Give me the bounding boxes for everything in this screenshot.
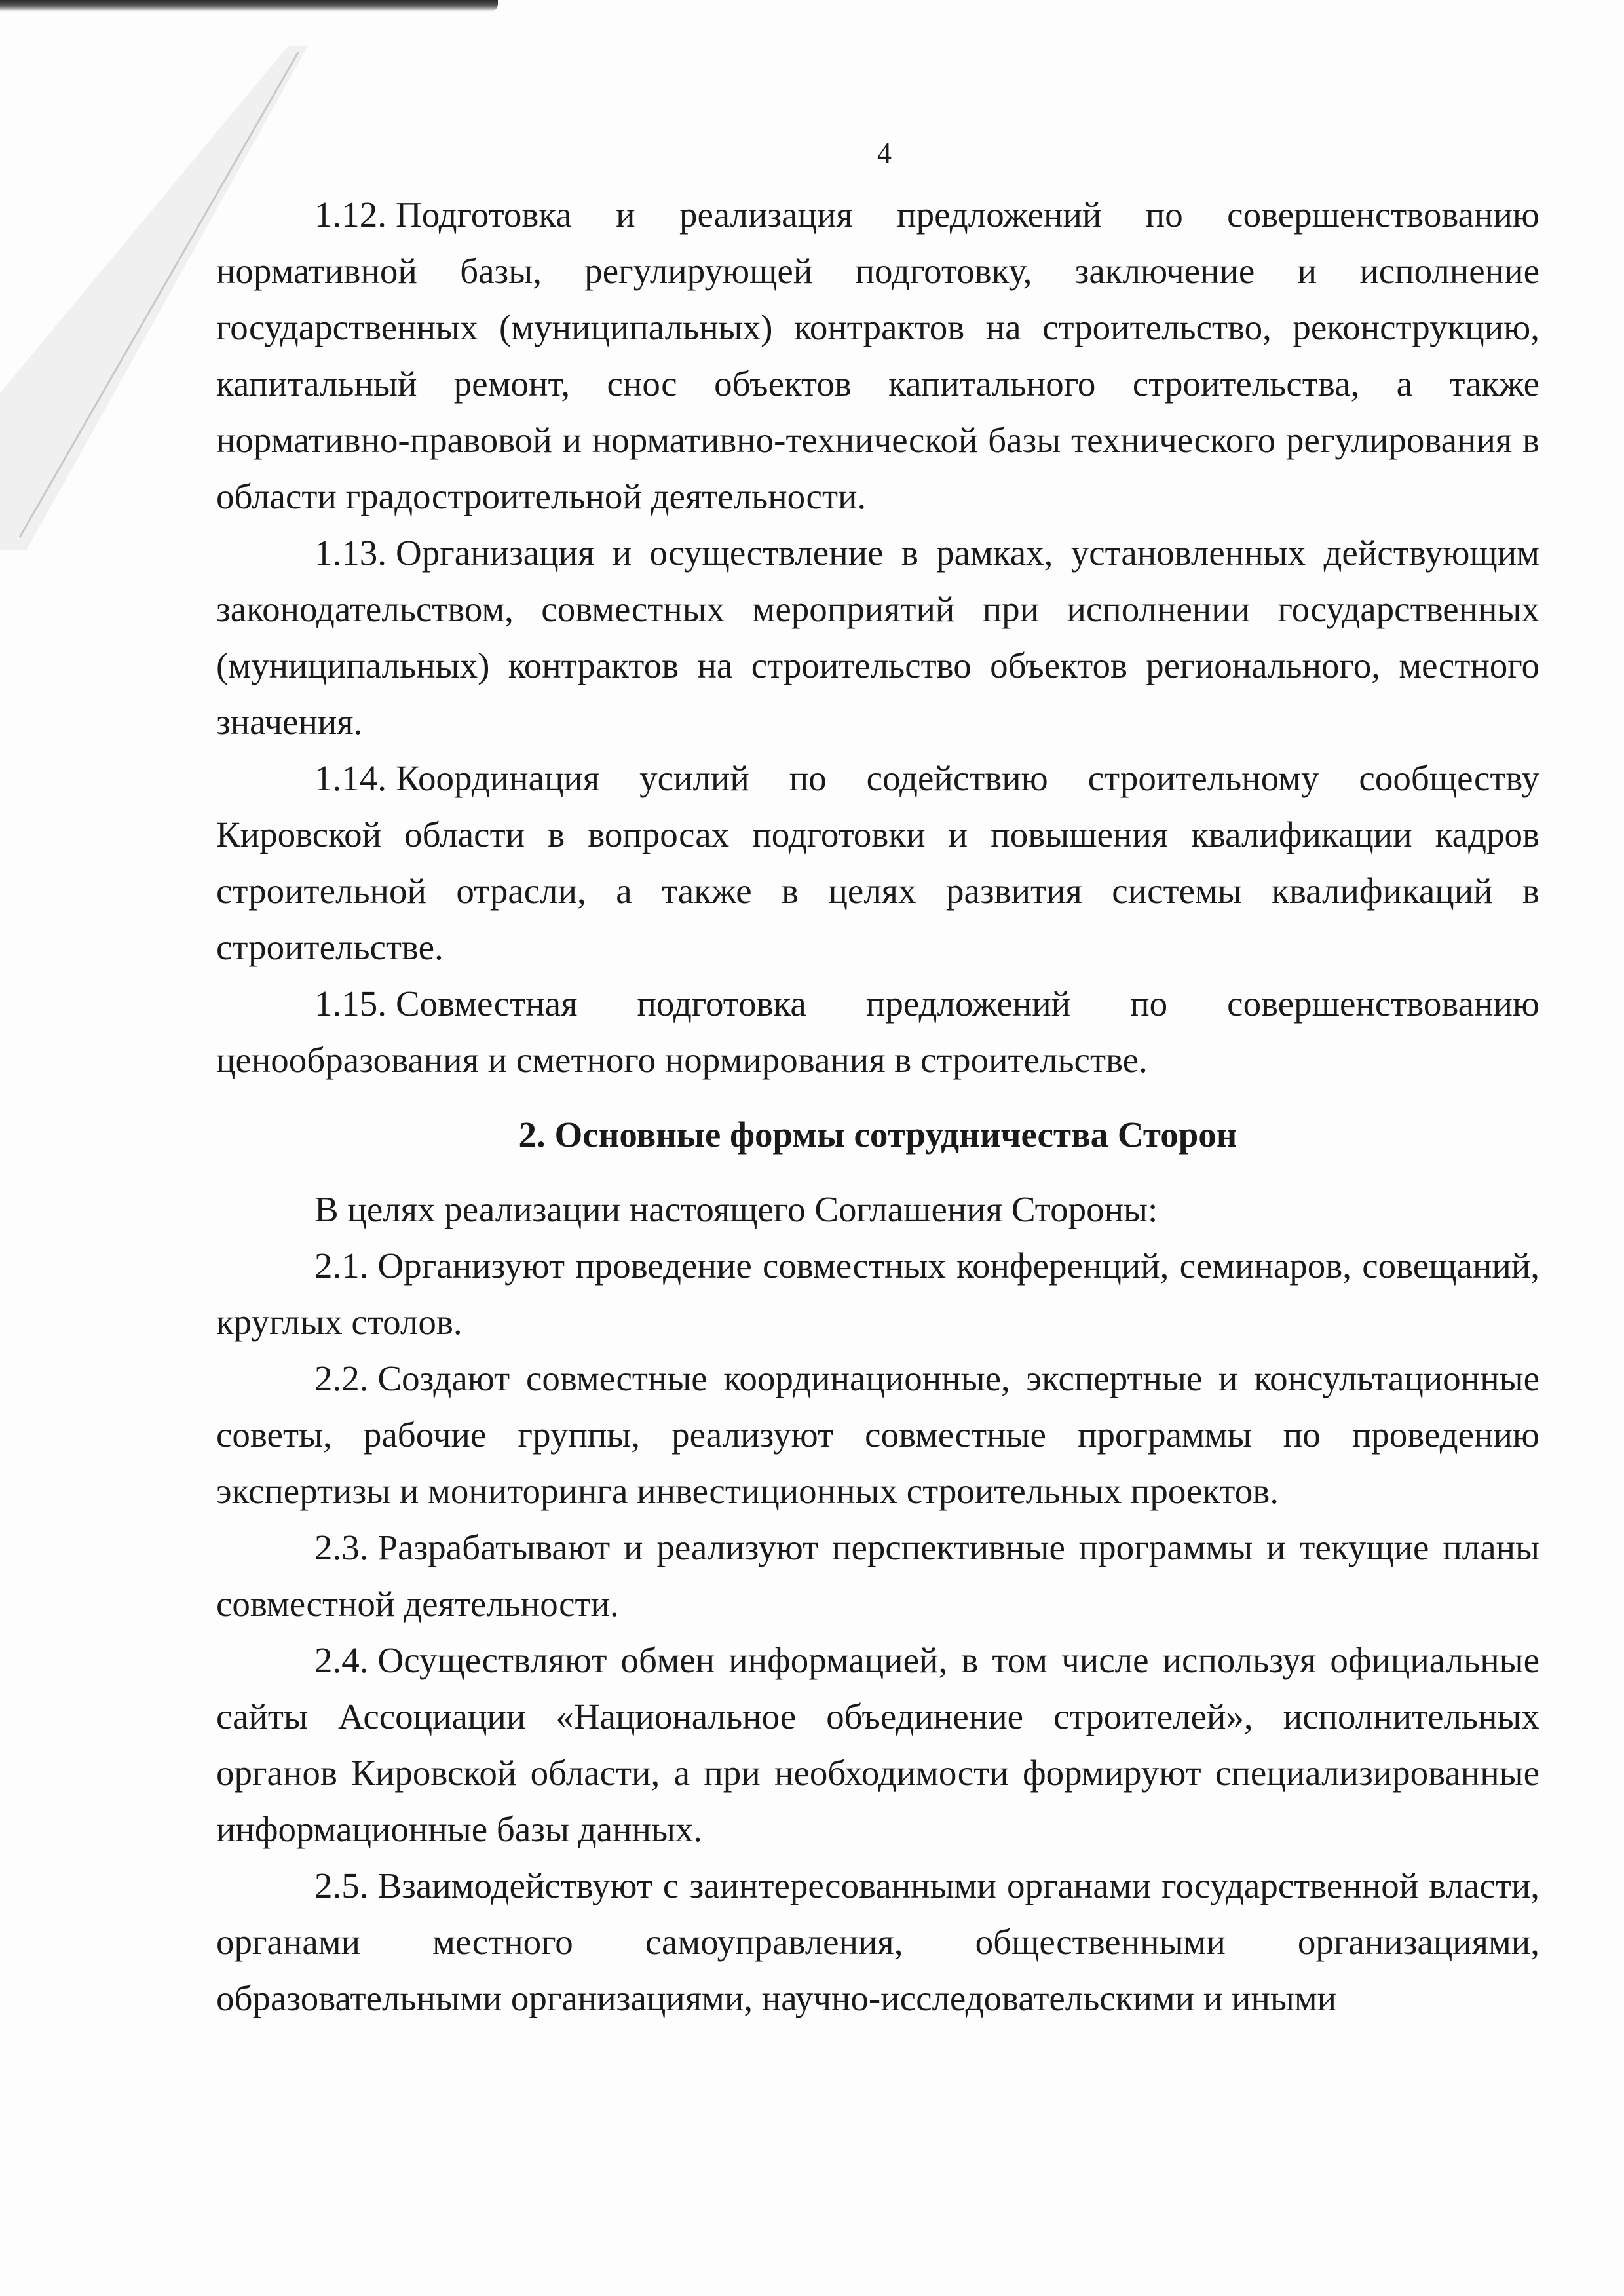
section-heading: 2. Основные формы сотрудничества Сторон (518, 1115, 1237, 1155)
clause-text: Подготовка и реализация предложений по совершенствованию нормативной базы, регулирующей подготовку, заключение и исполнение государственных (муниципальных) контрактов на строительство, реконструкцию, капитальный ремонт, снос объектов капитального строительства, а также нормативно-правовой и нормативно-технической базы технического регулирования в области градостроительной деятельности. (216, 195, 1539, 516)
clause-number: 2.4. (314, 1640, 369, 1680)
clause-2-5 (216, 1858, 1539, 2027)
clause-number: 2.3. (314, 1527, 369, 1567)
clause-1-12 (216, 187, 1539, 525)
clause-text: Координация усилий по содействию строительному сообществу Кировской области в вопросах подготовки и повышения квалификации кадров строительной отрасли, а также в целях развития системы квалификаций в строительстве. (216, 758, 1539, 967)
clause-2-2 (216, 1350, 1539, 1520)
clause-1-15 (216, 976, 1539, 1088)
clause-number: 2.5. (314, 1866, 369, 1905)
scan-edge-artifact (0, 0, 498, 12)
clause-1-13 (216, 525, 1539, 750)
clause-number: 1.13. (314, 533, 387, 573)
clause-2-3 (216, 1520, 1539, 1632)
clause-number: 2.2. (314, 1358, 369, 1398)
clause-number: 1.14. (314, 758, 387, 798)
clause-number: 1.12. (314, 195, 387, 235)
document-body (216, 187, 1539, 2027)
section-intro: В целях реализации настоящего Соглашения Стороны: (314, 1189, 1158, 1229)
clause-text: Осуществляют обмен информацией, в том числе используя официальные сайты Ассоциации «Национальное объединение строителей», исполнительных органов Кировской области, а при необходимости формируют специализированные информационные базы данных. (216, 1640, 1539, 1849)
clause-text: Разрабатывают и реализуют перспективные программы и текущие планы совместной деятельности. (216, 1527, 1539, 1624)
clause-text: Организация и осуществление в рамках, установленных действующим законодательством, совместных мероприятий при исполнении государственных (муниципальных) контрактов на строительство объектов регионального, местного значения. (216, 533, 1539, 742)
clause-text: Создают совместные координационные, экспертные и консультационные советы, рабочие группы, реализуют совместные программы по проведению экспертизы и мониторинга инвестиционных строительных проектов. (216, 1358, 1539, 1511)
clause-2-4 (216, 1632, 1539, 1858)
clause-text: Взаимодействуют с заинтересованными органами государственной власти, органами местного самоуправления, общественными организациями, образовательными организациями, научно-исследовательскими и иными (216, 1866, 1539, 2018)
clause-text: Организуют проведение совместных конференций, семинаров, совещаний, круглых столов. (216, 1246, 1539, 1342)
clause-number: 2.1. (314, 1246, 369, 1286)
clause-1-14 (216, 750, 1539, 976)
clause-number: 1.15. (314, 984, 387, 1024)
page-number: 4 (877, 137, 892, 169)
clause-2-1 (216, 1238, 1539, 1350)
clause-text: Совместная подготовка предложений по совершенствованию ценообразования и сметного нормирования в строительстве. (216, 984, 1539, 1080)
